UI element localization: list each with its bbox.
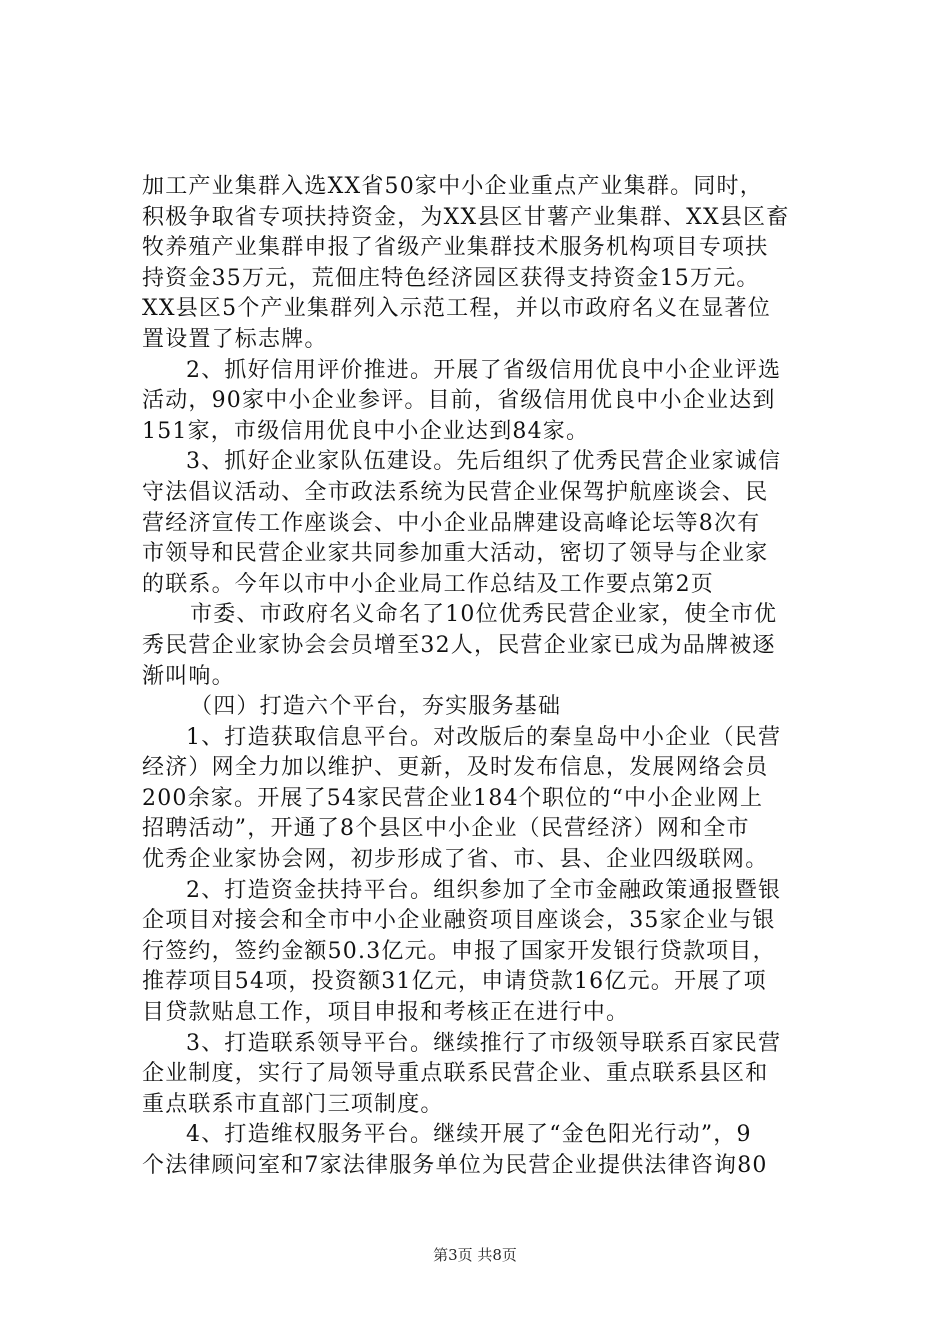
- text-line: 的联系。今年以市中小企业局工作总结及工作要点第2页: [142, 571, 714, 597]
- text-line: 3、抓好企业家队伍建设。先后组织了优秀民营企业家诚信: [186, 449, 782, 475]
- text-line: 积极争取省专项扶持资金，为XX县区甘薯产业集群、XX县区畜: [142, 204, 790, 230]
- text-line: （四）打造六个平台，夯实服务基础: [190, 694, 562, 720]
- text-line: 个法律顾问室和7家法律服务单位为民营企业提供法律咨询80: [142, 1153, 768, 1178]
- text-line: 活动，90家中小企业参评。目前，省级信用优良中小企业达到: [142, 388, 776, 414]
- text-line: 3、打造联系领导平台。继续推行了市级领导联系百家民营: [186, 1030, 782, 1056]
- text-line: 行签约，签约金额50.3亿元。申报了国家开发银行贷款项目，: [142, 938, 776, 964]
- text-line: 渐叫响。: [142, 663, 235, 689]
- text-line: 招聘活动”，开通了8个县区中小企业（民营经济）网和全市: [142, 816, 750, 842]
- text-line: 151家，市级信用优良中小企业达到84家。: [142, 418, 590, 444]
- text-line: 重点联系市直部门三项制度。: [142, 1091, 444, 1117]
- text-line: 4、打造维权服务平台。继续开展了“金色阳光行动”，9: [186, 1122, 752, 1148]
- text-line: 秀民营企业家协会会员增至32人，民营企业家已成为品牌被逐: [142, 632, 776, 658]
- text-line: 1、打造获取信息平台。对改版后的秦皇岛中小企业（民营: [186, 724, 782, 750]
- text-line: 目贷款贴息工作，项目申报和考核正在进行中。: [142, 1000, 630, 1026]
- text-line: 牧养殖产业集群申报了省级产业集群技术服务机构项目专项扶: [142, 235, 769, 261]
- document-body: [142, 172, 832, 1182]
- text-line: 经济）网全力加以维护、更新，及时发布信息，发展网络会员: [142, 755, 769, 781]
- text-line: 市委、市政府名义命名了10位优秀民营企业家，使全市优: [190, 602, 778, 628]
- text-line: 加工产业集群入选XX省50家中小企业重点产业集群。同时，: [142, 174, 763, 199]
- text-line: 200余家。开展了54家民营企业184个职位的“中小企业网上: [142, 785, 764, 811]
- text-line: 企项目对接会和全市中小企业融资项目座谈会，35家企业与银: [142, 908, 776, 934]
- text-line: XX县区5个产业集群列入示范工程，并以市政府名义在显著位: [142, 296, 771, 322]
- text-line: 持资金35万元，荒佃庄特色经济园区获得支持资金15万元。: [142, 265, 760, 291]
- text-line: 推荐项目54项，投资额31亿元，申请贷款16亿元。开展了项: [142, 969, 767, 995]
- text-line: 2、抓好信用评价推进。开展了省级信用优良中小企业评选: [186, 357, 782, 383]
- text-line: 营经济宣传工作座谈会、中小企业品牌建设高峰论坛等8次有: [142, 510, 761, 536]
- page-footer: 第3页 共8页: [433, 1246, 517, 1264]
- text-line: 置设置了标志牌。: [142, 326, 328, 352]
- text-line: 2、打造资金扶持平台。组织参加了全市金融政策通报暨银: [186, 877, 782, 903]
- text-line: 守法倡议活动、全市政法系统为民营企业保驾护航座谈会、民: [142, 479, 769, 505]
- text-line: 企业制度，实行了局领导重点联系民营企业、重点联系县区和: [142, 1061, 769, 1087]
- text-line: 市领导和民营企业家共同参加重大活动，密切了领导与企业家: [142, 541, 769, 567]
- text-line: 优秀企业家协会网，初步形成了省、市、县、企业四级联网。: [142, 847, 769, 873]
